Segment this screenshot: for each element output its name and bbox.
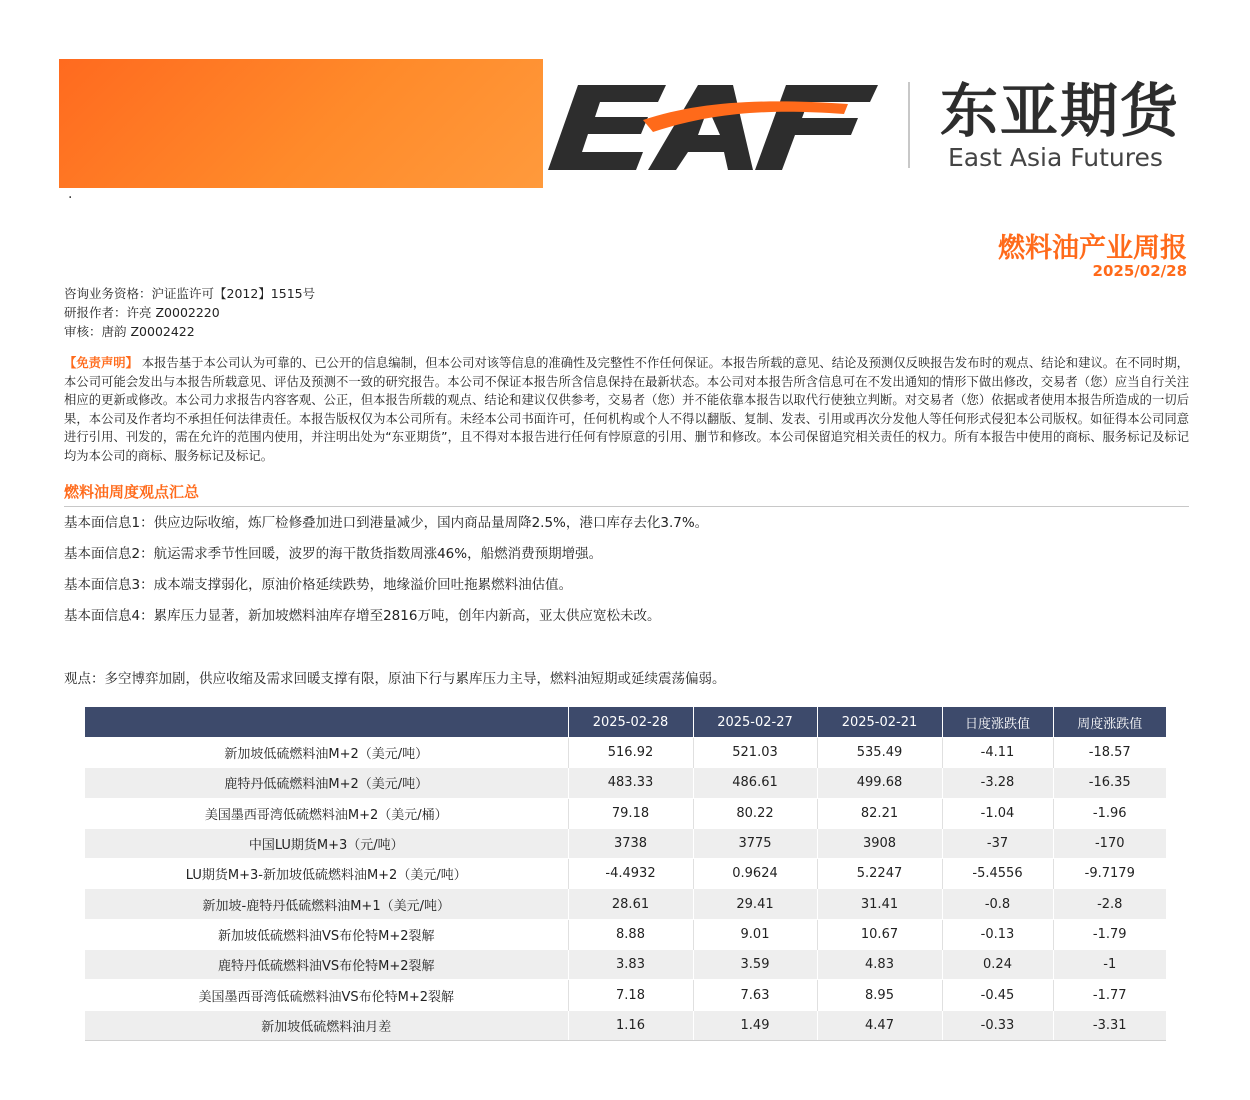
table-cell: 499.68 [817,768,942,798]
table-cell: 79.18 [568,798,693,828]
table-header-cell [85,707,568,738]
table-row [85,980,1166,1010]
table-row [85,738,1166,768]
table-cell: 9.01 [693,919,817,949]
table-cell: -1.79 [1053,919,1166,949]
table-cell: 1.49 [693,1010,817,1040]
table-cell: 鹿特丹低硫燃料油M+2（美元/吨） [85,768,568,798]
viewpoint: 观点：多空博弈加剧，供应收缩及需求回暖支撑有限，原油下行与累库压力主导，燃料油短期或延续震荡偏弱。 [64,671,726,687]
table-row [85,828,1166,858]
table-cell: LU期货M+3-新加坡低硫燃料油M+2（美元/吨） [85,859,568,889]
table-cell: 486.61 [693,768,817,798]
table-cell: 新加坡-鹿特丹低硫燃料油M+1（美元/吨） [85,889,568,919]
table-header-cell: 日度涨跌值 [942,707,1053,738]
disclaimer-text: 本报告基于本公司认为可靠的、已公开的信息编制，但本公司对该等信息的准确性及完整性不作任何保证。本报告所载的意见、结论及预测仅反映报告发布时的观点、结论和建议。在不同时期，本公司可能会发出与本报告所载意见、评估及预测不一致的研究报告。本公司不保证本报告所含信息保持在最新状态。本公司对本报告所含信息可在不发出通知的情形下做出修改，交易者（您）应当自行关注相应的更新或修改。本公司力求报告内容客观、公正，但本报告所载的观点、结论和建议仅供参考，交易者（您）并不能依靠本报告以取代行使独立判断。对交易者（您）依据或者使用本报告所造成的一切后果，本公司及作者均不承担任何法律责任。本报告版权仅为本公司所有。未经本公司书面许可，任何机构或个人不得以翻版、复制、发表、引用或再次分发他人等任何形式侵犯本公司版权。如征得本公司同意进行引用、刊发的，需在允许的范围内使用，并注明出处为“东亚期货”，且不得对本报告进行任何有悖原意的引用、删节和修改。本公司保留追究相关责任的权力。所有本报告中使用的商标、服务标记及标记均为本公司的商标、服务标记及标记。 [64,356,1189,463]
qualification-line: 咨询业务资格：沪证监许可【2012】1515号 [64,286,316,301]
table-header-row [85,707,1166,738]
table-cell: 新加坡低硫燃料油M+2（美元/吨） [85,738,568,768]
table-row [85,950,1166,980]
table-cell: 4.47 [817,1010,942,1040]
table-header-cell: 周度涨跌值 [1053,707,1166,738]
table-cell: 3.83 [568,950,693,980]
author-line: 研报作者：许亮 Z0002220 [64,305,220,320]
disclaimer-tag: 【免责声明】 [64,356,138,370]
table-cell: -5.4556 [942,859,1053,889]
table-cell: -9.7179 [1053,859,1166,889]
reviewer-line: 审核：唐韵 Z0002422 [64,324,195,339]
fundamental-info-2: 基本面信息2：航运需求季节性回暖，波罗的海干散货指数周涨46%，船燃消费预期增强。 [64,546,603,562]
table-cell: 0.24 [942,950,1053,980]
table-cell: 3908 [817,828,942,858]
table-row [85,1010,1166,1040]
table-cell: 5.2247 [817,859,942,889]
table-cell: -0.45 [942,980,1053,1010]
table-cell: 鹿特丹低硫燃料油VS布伦特M+2裂解 [85,950,568,980]
table-cell: 28.61 [568,889,693,919]
table-header-cell: 2025-02-28 [568,707,693,738]
table-cell: 535.49 [817,738,942,768]
fundamental-info-3: 基本面信息3：成本端支撑弱化，原油价格延续跌势，地缘溢价回吐拖累燃料油估值。 [64,577,573,593]
brand-logo [548,72,1208,182]
table-cell: -3.31 [1053,1010,1166,1040]
table-cell: 4.83 [817,950,942,980]
table-cell: 7.63 [693,980,817,1010]
table-cell: -18.57 [1053,738,1166,768]
report-meta [64,284,315,341]
table-cell: 80.22 [693,798,817,828]
table-cell: 1.16 [568,1010,693,1040]
table-cell: -0.33 [942,1010,1053,1040]
header-orange-banner [59,59,543,188]
table-cell: 新加坡低硫燃料油月差 [85,1010,568,1040]
table-cell: -0.8 [942,889,1053,919]
table-cell: -0.13 [942,919,1053,949]
table-cell: -1.77 [1053,980,1166,1010]
disclaimer [64,354,1189,466]
table-cell: 82.21 [817,798,942,828]
table-cell: 29.41 [693,889,817,919]
table-cell: -1 [1053,950,1166,980]
table-cell: 8.95 [817,980,942,1010]
table-cell: 516.92 [568,738,693,768]
table-cell: 8.88 [568,919,693,949]
report-date: 2025/02/28 [1092,262,1187,280]
table-row [85,768,1166,798]
table-row [85,859,1166,889]
table-cell: 中国LU期货M+3（元/吨） [85,828,568,858]
table-cell: -4.11 [942,738,1053,768]
fundamental-info-1: 基本面信息1：供应边际收缩，炼厂检修叠加进口到港量减少，国内商品量周降2.5%，港口库存去化3.7%。 [64,515,709,531]
table-header-cell: 2025-02-21 [817,707,942,738]
table-row [85,889,1166,919]
table-cell: -170 [1053,828,1166,858]
logo-divider [908,82,910,168]
table-cell: 新加坡低硫燃料油VS布伦特M+2裂解 [85,919,568,949]
table-row [85,919,1166,949]
table-cell: 3738 [568,828,693,858]
table-cell: -2.8 [1053,889,1166,919]
brand-name-cn: 东亚期货 [940,77,1181,145]
table-cell: 7.18 [568,980,693,1010]
table-cell: 483.33 [568,768,693,798]
price-table [85,707,1166,1041]
table-cell: -1.04 [942,798,1053,828]
table-cell: 美国墨西哥湾低硫燃料油VS布伦特M+2裂解 [85,980,568,1010]
section-title: 燃料油周度观点汇总 [64,481,1189,507]
table-cell: -16.35 [1053,768,1166,798]
table-row [85,798,1166,828]
table-cell: 3775 [693,828,817,858]
brand-name-en: East Asia Futures [948,143,1163,172]
table-header-cell: 2025-02-27 [693,707,817,738]
table-cell: 0.9624 [693,859,817,889]
fundamental-info-4: 基本面信息4：累库压力显著，新加坡燃料油库存增至2816万吨，创年内新高，亚太供应宽松未改。 [64,608,661,624]
table-cell: -37 [942,828,1053,858]
bullet-dot: · [68,190,73,206]
eaf-logo-mark [548,80,883,175]
table-cell: -4.4932 [568,859,693,889]
table-cell: 3.59 [693,950,817,980]
table-cell: 31.41 [817,889,942,919]
table-cell: 10.67 [817,919,942,949]
table-cell: -1.96 [1053,798,1166,828]
table-cell: -3.28 [942,768,1053,798]
table-cell: 521.03 [693,738,817,768]
report-title: 燃料油产业周报 [998,233,1187,264]
table-cell: 美国墨西哥湾低硫燃料油M+2（美元/桶） [85,798,568,828]
